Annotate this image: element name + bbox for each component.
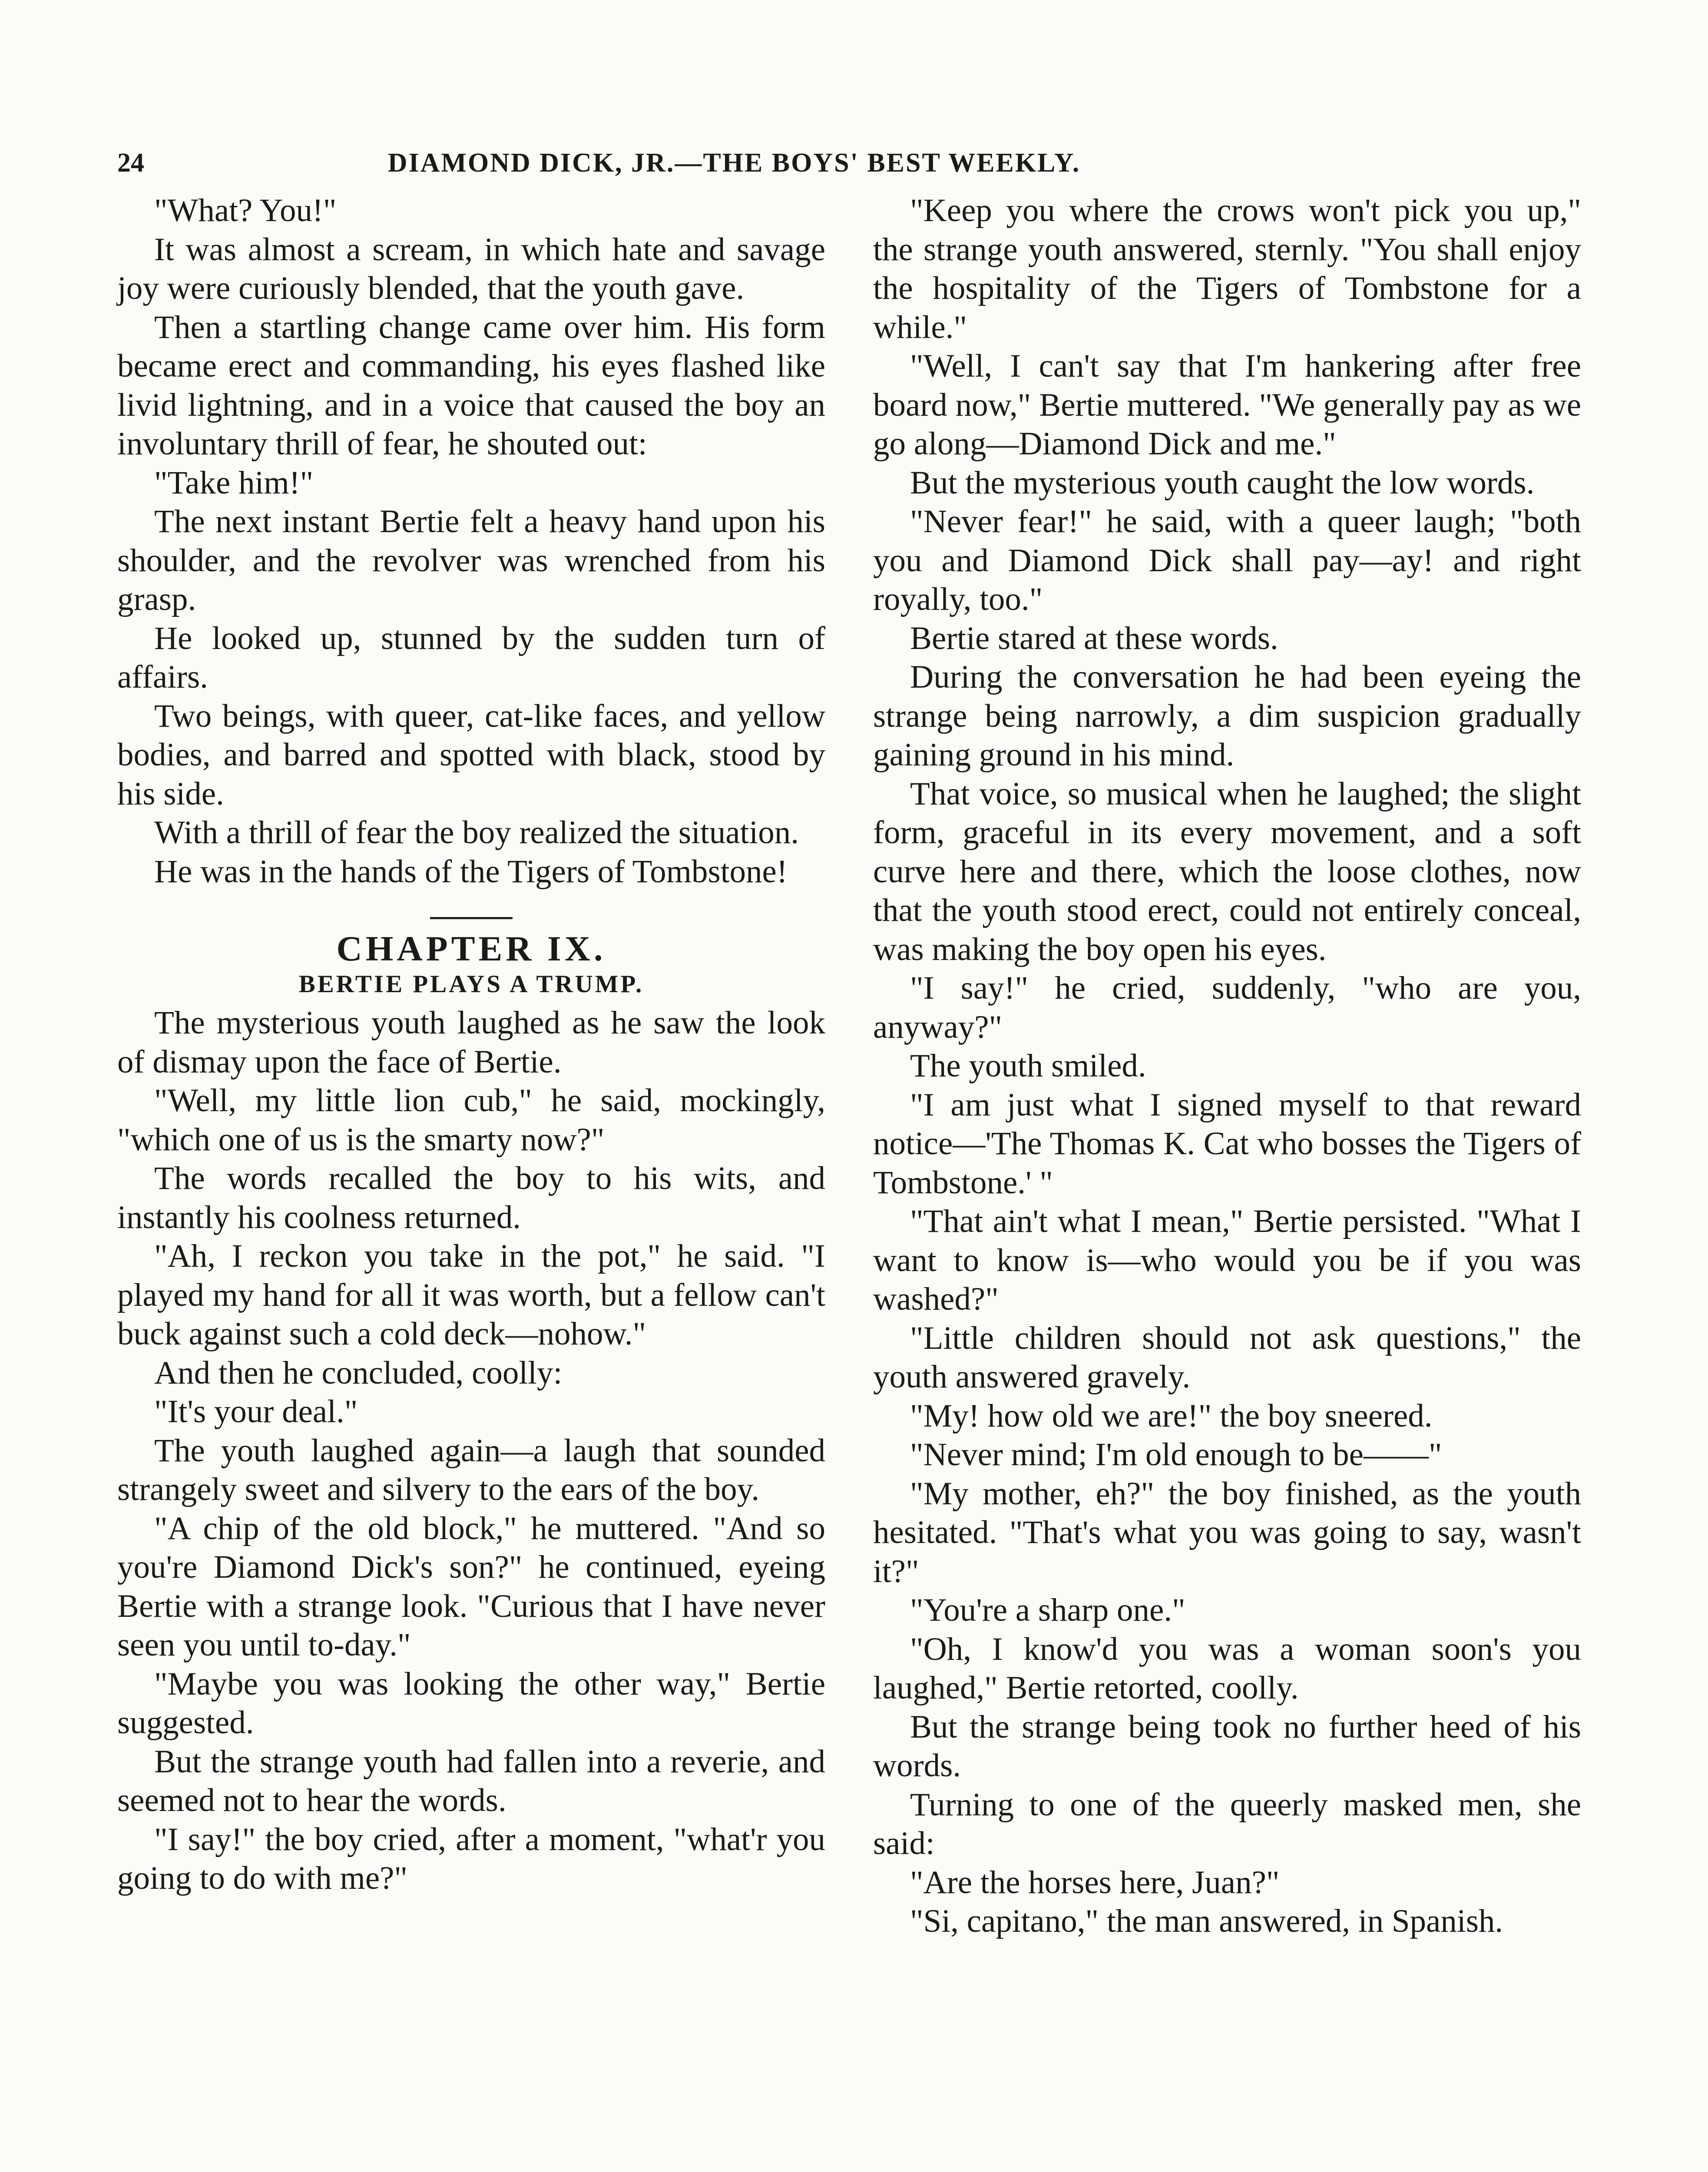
paragraph: "I say!" the boy cried, after a moment, "what'r you going to do with me?" [117, 1821, 825, 1896]
paragraph: "A chip of the old block," he muttered. "And so you're Diamond Dick's son?" he continued, eyeing Bertie with a strange look. "Curious that I have never seen you until to-day." [117, 1510, 825, 1663]
paragraph: He looked up, stunned by the sudden turn of affairs. [117, 620, 825, 695]
paragraph: The next instant Bertie felt a heavy hand upon his shoulder, and the revolver was wrenched from his grasp. [117, 503, 825, 617]
paragraph: The mysterious youth laughed as he saw the look of dismay upon the face of Bertie. [117, 1005, 825, 1080]
paragraph: "Si, capitano," the man answered, in Spanish. [910, 1903, 1503, 1939]
paragraph: It was almost a scream, in which hate and savage joy were curiously blended, that the youth gave. [117, 231, 825, 306]
paragraph: "Well, I can't say that I'm hankering after free board now," Bertie muttered. "We generally pay as we go along—Diamond Dick and me." [873, 348, 1581, 462]
chapter-subtitle: BERTIE PLAYS A TRUMP. [298, 970, 644, 998]
paragraph: But the strange youth had fallen into a reverie, and seemed not to hear the words. [117, 1743, 825, 1818]
paragraph: "My! how old we are!" the boy sneered. [910, 1397, 1433, 1434]
paragraph: The youth smiled. [910, 1048, 1146, 1084]
paragraph: "Take him!" [154, 464, 314, 501]
paragraph: But the mysterious youth caught the low words. [910, 464, 1535, 501]
paragraph: "That ain't what I mean," Bertie persisted. "What I want to know is—who would you be if you was washed?" [873, 1203, 1581, 1317]
paragraph: "What? You!" [154, 192, 337, 228]
paragraph: Two beings, with queer, cat-like faces, and yellow bodies, and barred and spotted with black, stood by his side. [117, 698, 825, 812]
paragraph: "Never mind; I'm old enough to be——" [910, 1437, 1442, 1473]
chapter-title: CHAPTER IX. [336, 929, 606, 968]
paragraph: "It's your deal." [154, 1394, 358, 1430]
paragraph: "I am just what I signed myself to that reward notice—'The Thomas K. Cat who bosses the Tigers of Tombstone.' " [873, 1086, 1581, 1201]
paragraph: The words recalled the boy to his wits, and instantly his coolness returned. [117, 1160, 825, 1235]
paragraph: "Never fear!" he said, with a queer laugh; "both you and Diamond Dick shall pay—ay! and right royally, too." [873, 503, 1581, 617]
paragraph: "Well, my little lion cub," he said, mockingly, "which one of us is the smarty now?" [117, 1083, 825, 1158]
paragraph: But the strange being took no further heed of his words. [873, 1708, 1581, 1784]
section-divider [430, 917, 513, 919]
paragraph: With a thrill of fear the boy realized the situation. [154, 814, 799, 851]
paragraph: "Ah, I reckon you take in the pot," he said. "I played my hand for all it was worth, but a fellow can't buck against such a cold deck—nohow." [117, 1238, 825, 1352]
paragraph: That voice, so musical when he laughed; the slight form, graceful in its every movement, and a soft curve here and there, which the loose clothes, now that the youth stood erect, could not entirely conceal, was making the boy open his eyes. [873, 775, 1581, 967]
left-column [117, 191, 825, 1898]
paragraph: "Little children should not ask questions," the youth answered gravely. [873, 1320, 1581, 1395]
page-header [117, 139, 1238, 187]
paragraph: Bertie stared at these words. [910, 620, 1278, 656]
paragraph: "I say!" he cried, suddenly, "who are you, anyway?" [873, 970, 1581, 1045]
page-number: 24 [117, 148, 144, 178]
paragraph: "You're a sharp one." [910, 1592, 1185, 1628]
paragraph: "Keep you where the crows won't pick you up," the strange youth answered, sternly. "You shall enjoy the hospitality of the Tigers of Tombstone for a while." [873, 192, 1581, 345]
paragraph: "Oh, I know'd you was a woman soon's you laughed," Bertie retorted, coolly. [873, 1631, 1581, 1706]
paragraph: Turning to one of the queerly masked men, she said: [873, 1786, 1581, 1861]
right-column [873, 191, 1581, 1941]
running-head: DIAMOND DICK, JR.—THE BOYS' BEST WEEKLY. [387, 148, 1081, 178]
paragraph: Then a startling change came over him. His form became erect and commanding, his eyes flashed like livid lightning, and in a voice that caused the boy an involuntary thrill of fear, he shouted out: [117, 309, 825, 462]
paragraph: And then he concluded, coolly: [154, 1354, 563, 1391]
paragraph: "Maybe you was looking the other way," Bertie suggested. [117, 1665, 825, 1741]
paragraph: He was in the hands of the Tigers of Tombstone! [154, 853, 788, 890]
paragraph: The youth laughed again—a laugh that sounded strangely sweet and silvery to the ears of the boy. [117, 1432, 825, 1507]
paragraph: "Are the horses here, Juan?" [910, 1864, 1280, 1900]
paragraph: "My mother, eh?" the boy finished, as the youth hesitated. "That's what you was going to say, wasn't it?" [873, 1475, 1581, 1589]
paragraph: During the conversation he had been eyeing the strange being narrowly, a dim suspicion gradually gaining ground in his mind. [873, 659, 1581, 773]
